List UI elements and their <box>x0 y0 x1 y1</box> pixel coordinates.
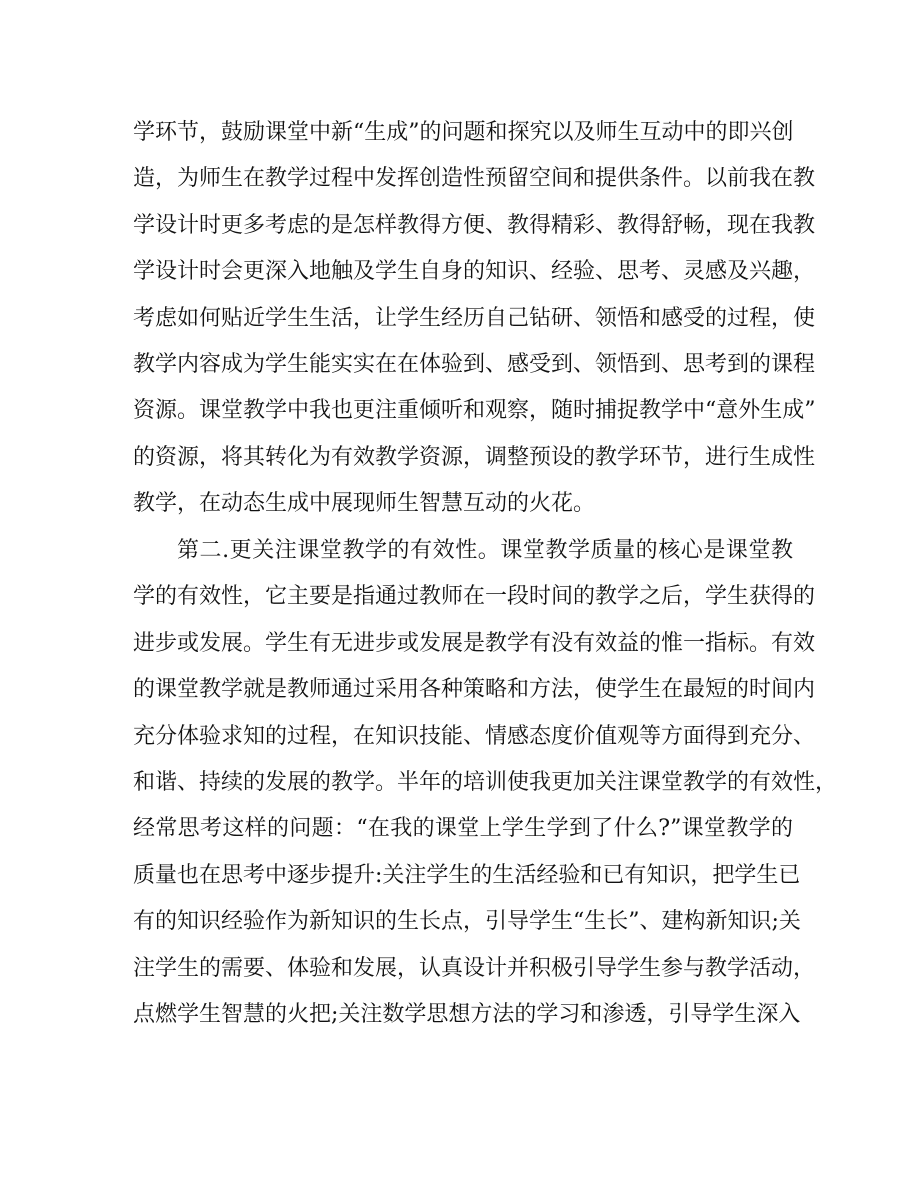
paragraph-line: 学设计时更多考虑的是怎样教得方便、教得精彩、教得舒畅，现在我教 <box>133 212 816 238</box>
paragraph-line: 点燃学生智慧的火把;关注数学思想方法的学习和渗透，引导学生深入 <box>133 1001 801 1027</box>
paragraph-line: 第二.更关注课堂教学的有效性。课堂教学质量的核心是课堂教 <box>177 538 793 563</box>
paragraph-line: 资源。课堂教学中我也更注重倾听和观察，随时捕捉教学中“意外生成” <box>133 398 816 424</box>
paragraph-line: 教学内容成为学生能实实在在体验到、感受到、领悟到、思考到的课程 <box>133 351 816 377</box>
paragraph-line: 学环节，鼓励课堂中新“生成”的问题和探究以及师生互动中的即兴创 <box>133 120 794 145</box>
paragraph-line: 学的有效性，它主要是指通过教师在一段时间的教学之后，学生获得的 <box>133 584 816 610</box>
paragraph-line: 进步或发展。学生有无进步或发展是教学有没有效益的惟一指标。有效 <box>133 630 816 656</box>
paragraph-1 <box>133 110 816 528</box>
paragraph-line: 充分体验求知的过程，在知识技能、情感态度价值观等方面得到充分、 <box>133 723 816 749</box>
paragraph-2 <box>133 528 838 1038</box>
paragraph-line: 造，为师生在教学过程中发挥创造性预留空间和提供条件。以前我在教 <box>133 166 816 192</box>
paragraph-line: 经常思考这样的问题：“在我的课堂上学生学到了什么?”课堂教学的 <box>133 816 793 842</box>
paragraph-line: 注学生的需要、体验和发展，认真设计并积极引导学生参与教学活动， <box>133 955 816 981</box>
paragraph-line: 教学，在动态生成中展现师生智慧互动的火花。 <box>133 491 596 517</box>
paragraph-line: 考虑如何贴近学生生活，让学生经历自己钻研、领悟和感受的过程，使 <box>133 305 816 331</box>
paragraph-line: 质量也在思考中逐步提升:关注学生的生活经验和已有知识，把学生已 <box>133 862 801 888</box>
paragraph-line: 和谐、持续的发展的教学。半年的培训使我更加关注课堂教学的有效性， <box>133 769 838 795</box>
paragraph-line: 有的知识经验作为新知识的生长点，引导学生“生长”、建构新知识;关 <box>133 909 801 935</box>
paragraph-line: 的课堂教学就是教师通过采用各种策略和方法，使学生在最短的时间内 <box>133 677 816 703</box>
paragraph-line: 的资源，将其转化为有效教学资源，调整预设的教学环节，进行生成性 <box>133 444 816 470</box>
paragraph-line: 学设计时会更深入地触及学生自身的知识、经验、思考、灵感及兴趣， <box>133 259 816 285</box>
